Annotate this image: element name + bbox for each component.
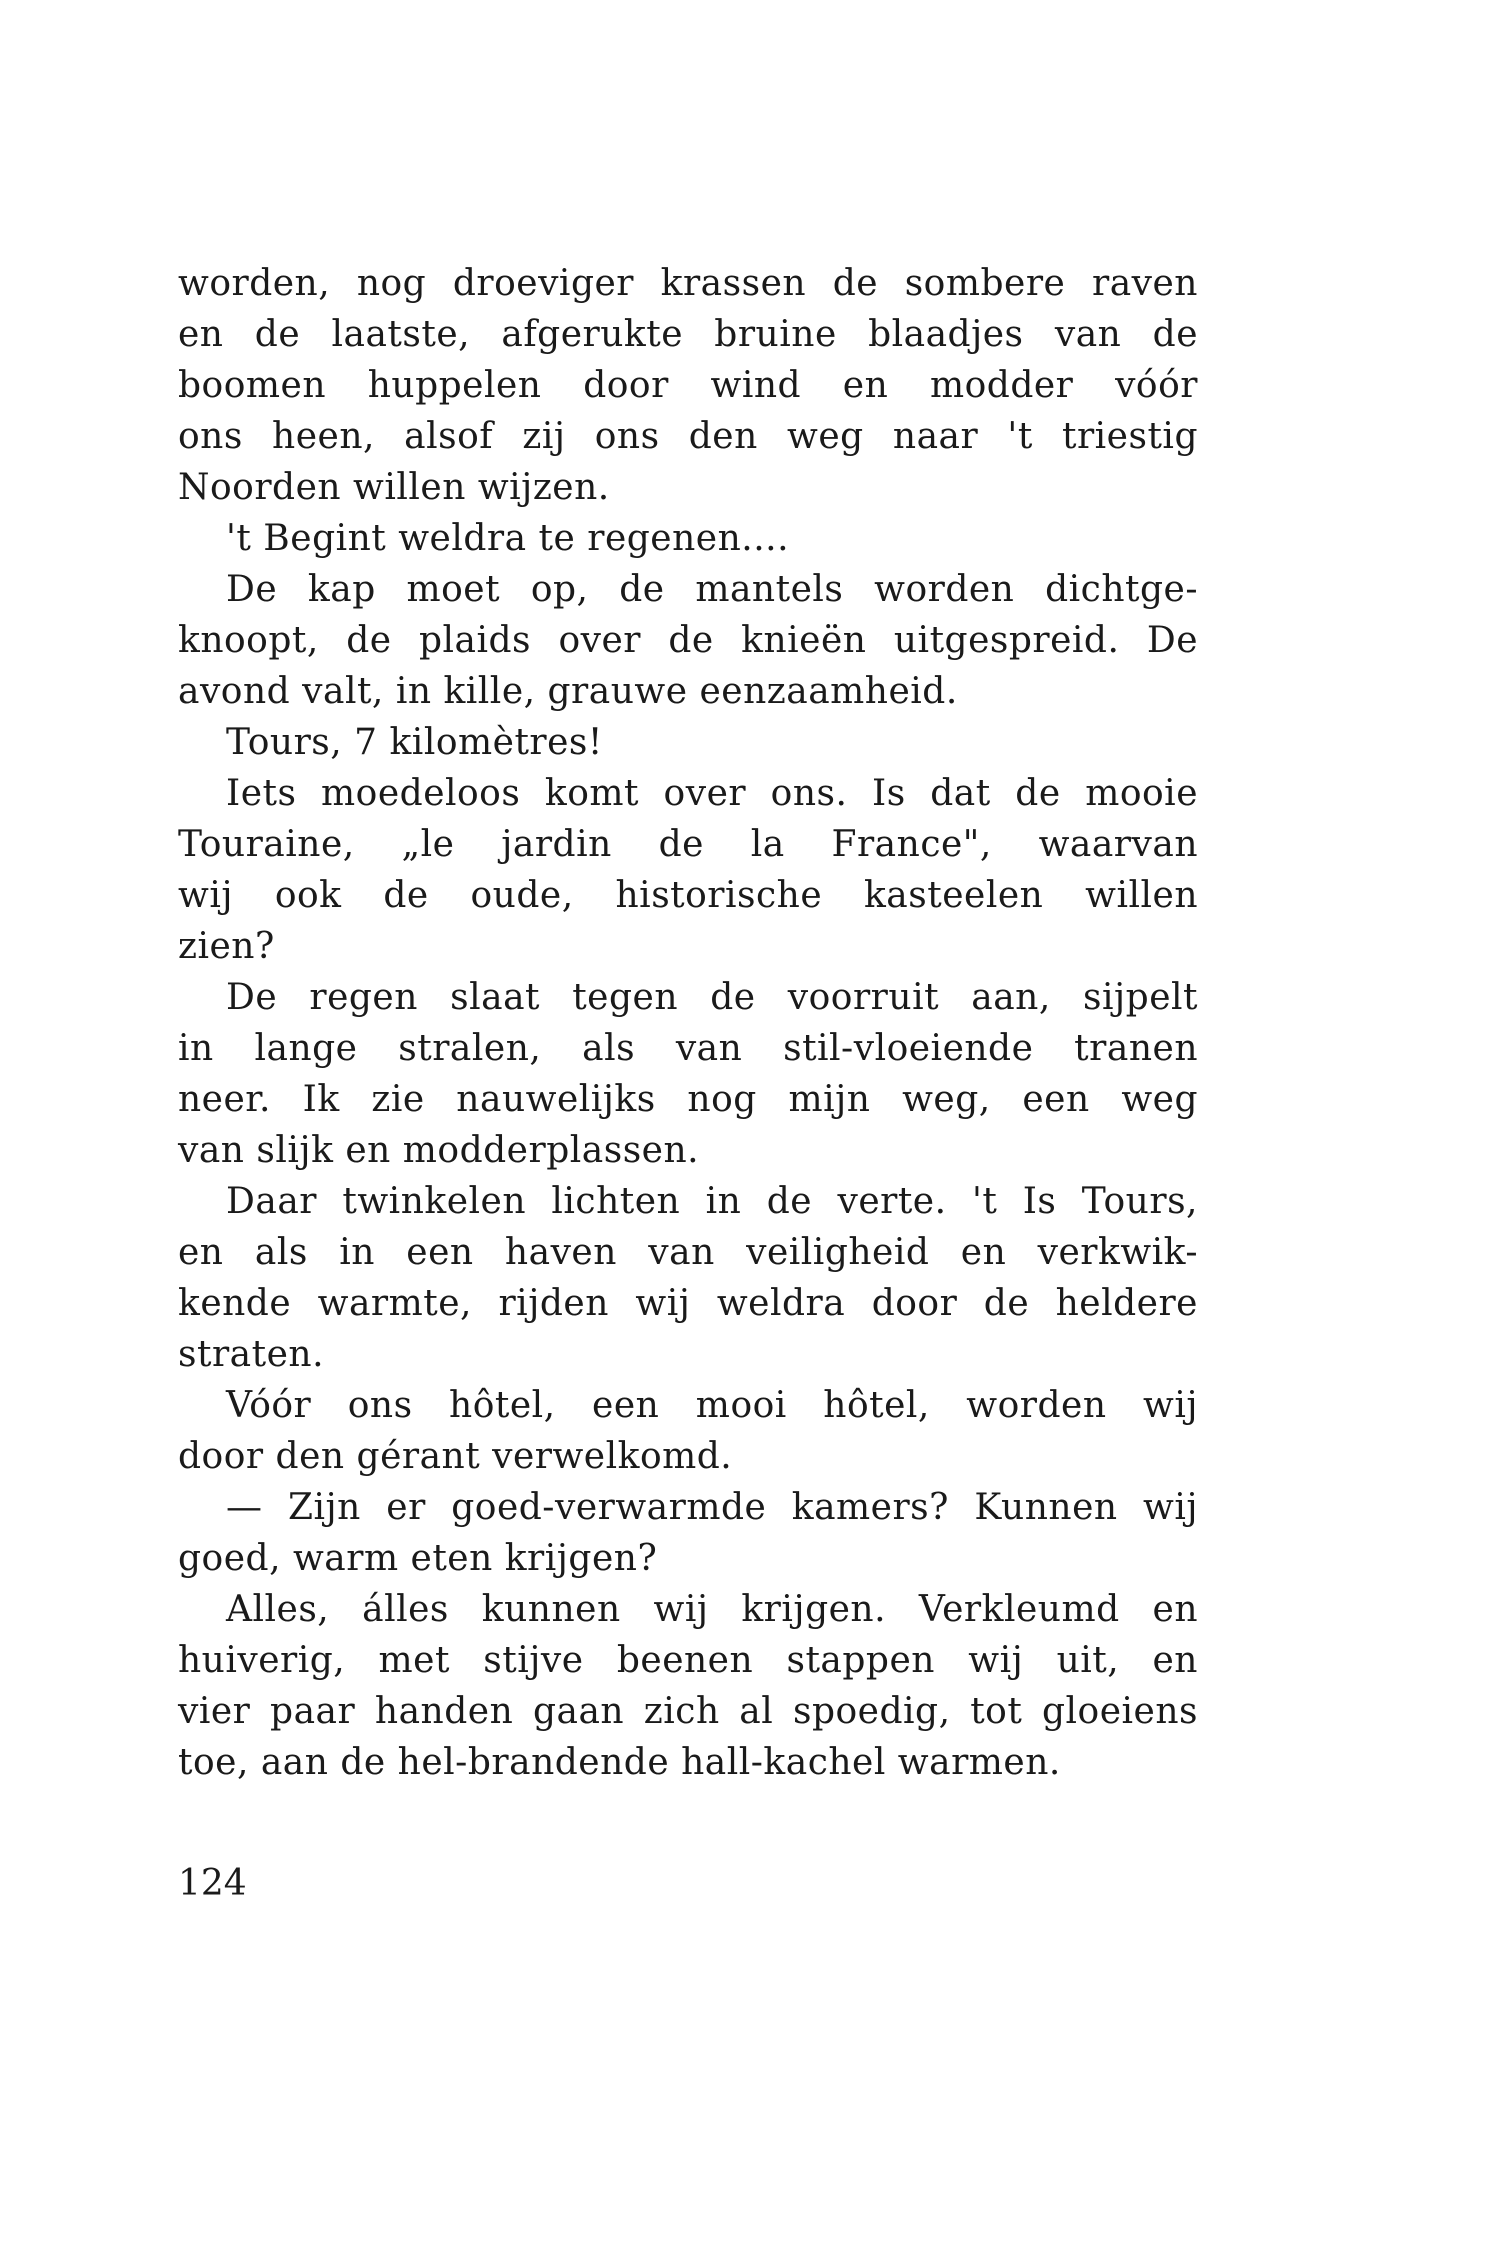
paragraph-1 xyxy=(178,258,1198,513)
text-line: neer. Ik zie nauwelijks nog mijn weg, een weg xyxy=(178,1079,1198,1120)
text-line: ons heen, alsof zij ons den weg naar 't triestig xyxy=(178,416,1198,457)
text-line: door den gérant verwelkomd. xyxy=(178,1436,733,1477)
text-line: kende warmte, rijden wij weldra door de heldere xyxy=(178,1283,1198,1324)
text-line: knoopt, de plaids over de knieën uitgespreid. De xyxy=(178,620,1198,661)
text-line: boomen huppelen door wind en modder vóór xyxy=(178,365,1198,406)
text-line: Vóór ons hôtel, een mooi hôtel, worden wij xyxy=(226,1385,1198,1426)
body-text xyxy=(178,258,1198,1788)
text-line: Alles, álles kunnen wij krijgen. Verkleumd en xyxy=(226,1589,1198,1630)
text-line: 't Begint weldra te regenen.... xyxy=(226,518,790,559)
text-line: toe, aan de hel-brandende hall-kachel warmen. xyxy=(178,1742,1061,1783)
text-line: De kap moet op, de mantels worden dichtge- xyxy=(226,569,1198,610)
text-line: van slijk en modderplassen. xyxy=(178,1130,700,1171)
text-line: goed, warm eten krijgen? xyxy=(178,1538,658,1579)
text-line: — Zijn er goed-verwarmde kamers? Kunnen wij xyxy=(226,1487,1198,1528)
paragraph-5 xyxy=(178,768,1198,972)
text-line: vier paar handen gaan zich al spoedig, tot gloeiens xyxy=(178,1691,1198,1732)
text-line: en als in een haven van veiligheid en verkwik- xyxy=(178,1232,1198,1273)
text-line: zien? xyxy=(178,926,275,967)
paragraph-8 xyxy=(178,1380,1198,1482)
text-line: huiverig, met stijve beenen stappen wij uit, en xyxy=(178,1640,1198,1681)
paragraph-10 xyxy=(178,1584,1198,1788)
text-line: Daar twinkelen lichten in de verte. 't Is Tours, xyxy=(226,1181,1198,1222)
paragraph-4 xyxy=(178,717,1198,768)
text-line: in lange stralen, als van stil-vloeiende tranen xyxy=(178,1028,1198,1069)
paragraph-3 xyxy=(178,564,1198,717)
text-line: worden, nog droeviger krassen de sombere raven xyxy=(178,263,1198,304)
text-line: Tours, 7 kilomètres! xyxy=(226,722,603,763)
text-line: straten. xyxy=(178,1334,325,1375)
text-line: avond valt, in kille, grauwe eenzaamheid. xyxy=(178,671,958,712)
text-line: en de laatste, afgerukte bruine blaadjes van de xyxy=(178,314,1198,355)
text-line: Noorden willen wijzen. xyxy=(178,467,610,508)
text-line: De regen slaat tegen de voorruit aan, sijpelt xyxy=(226,977,1198,1018)
paragraph-7 xyxy=(178,1176,1198,1380)
text-line: Iets moedeloos komt over ons. Is dat de mooie xyxy=(226,773,1198,814)
page-number: 124 xyxy=(178,1863,247,1904)
text-line: Touraine, „le jardin de la France", waarvan xyxy=(178,824,1198,865)
paragraph-2 xyxy=(178,513,1198,564)
text-line: wij ook de oude, historische kasteelen willen xyxy=(178,875,1198,916)
paragraph-9 xyxy=(178,1482,1198,1584)
paragraph-6 xyxy=(178,972,1198,1176)
